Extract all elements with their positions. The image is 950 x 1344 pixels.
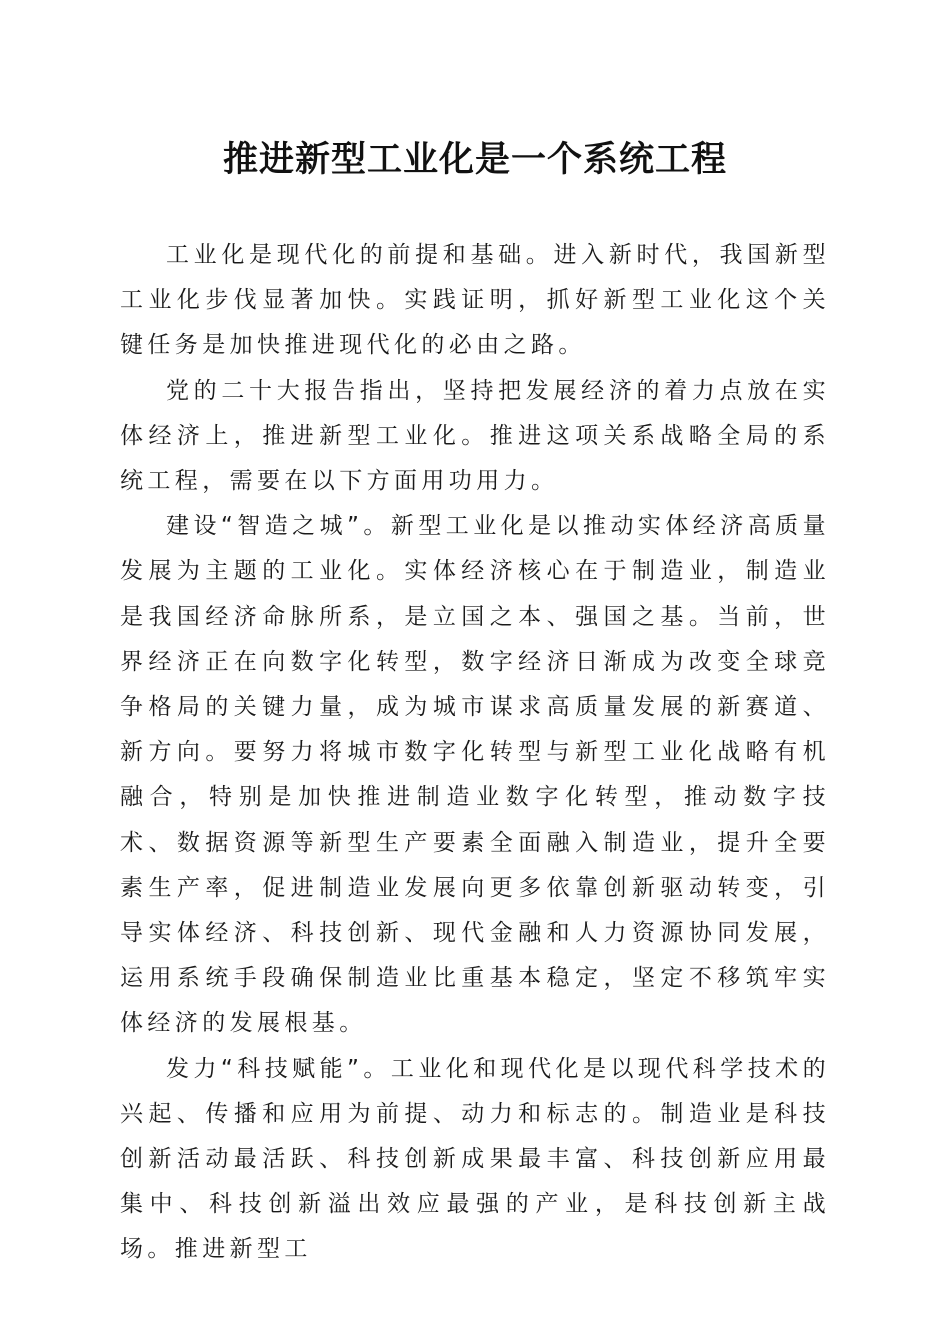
document-title: 推进新型工业化是一个系统工程 bbox=[222, 139, 727, 180]
paragraph-report: 党的二十大报告指出，坚持把发展经济的着力点放在实体经济上，推进新型工业化。推进这项关系战略全局的系统工程，需要在以下方面用功用力。 bbox=[120, 377, 830, 495]
paragraph-tech-empower: 发力“科技赋能”。工业化和现代化是以现代科学技术的兴起、传播和应用为前提、动力和标志的。制造业是科技创新活动最活跃、科技创新成果最丰富、科技创新应用最集中、科技创新溢出效应最强的产业，是科技创新主战场。推进新型工 bbox=[120, 1055, 830, 1263]
paragraph-intro: 工业化是现代化的前提和基础。进入新时代，我国新型工业化步伐显著加快。实践证明，抓好新型工业化这个关键任务是加快推进现代化的必由之路。 bbox=[120, 242, 830, 359]
paragraph-smart-city: 建设“智造之城”。新型工业化是以推动实体经济高质量发展为主题的工业化。实体经济核心在于制造业，制造业是我国经济命脉所系，是立国之本、强国之基。当前，世界经济正在向数字化转型，数字经济日渐成为改变全球竞争格局的关键力量，成为城市谋求高质量发展的新赛道、新方向。要努力将城市数字化转型与新型工业化战略有机融合，特别是加快推进制造业数字化转型，推动数字技术、数据资源等新型生产要素全面融入制造业，提升全要素生产率，促进制造业发展向更多依靠创新驱动转变，引导实体经济、科技创新、现代金融和人力资源协同发展，运用系统手段确保制造业比重基本稳定，坚定不移筑牢实体经济的发展根基。 bbox=[120, 513, 830, 1037]
document-body bbox=[120, 233, 830, 1273]
